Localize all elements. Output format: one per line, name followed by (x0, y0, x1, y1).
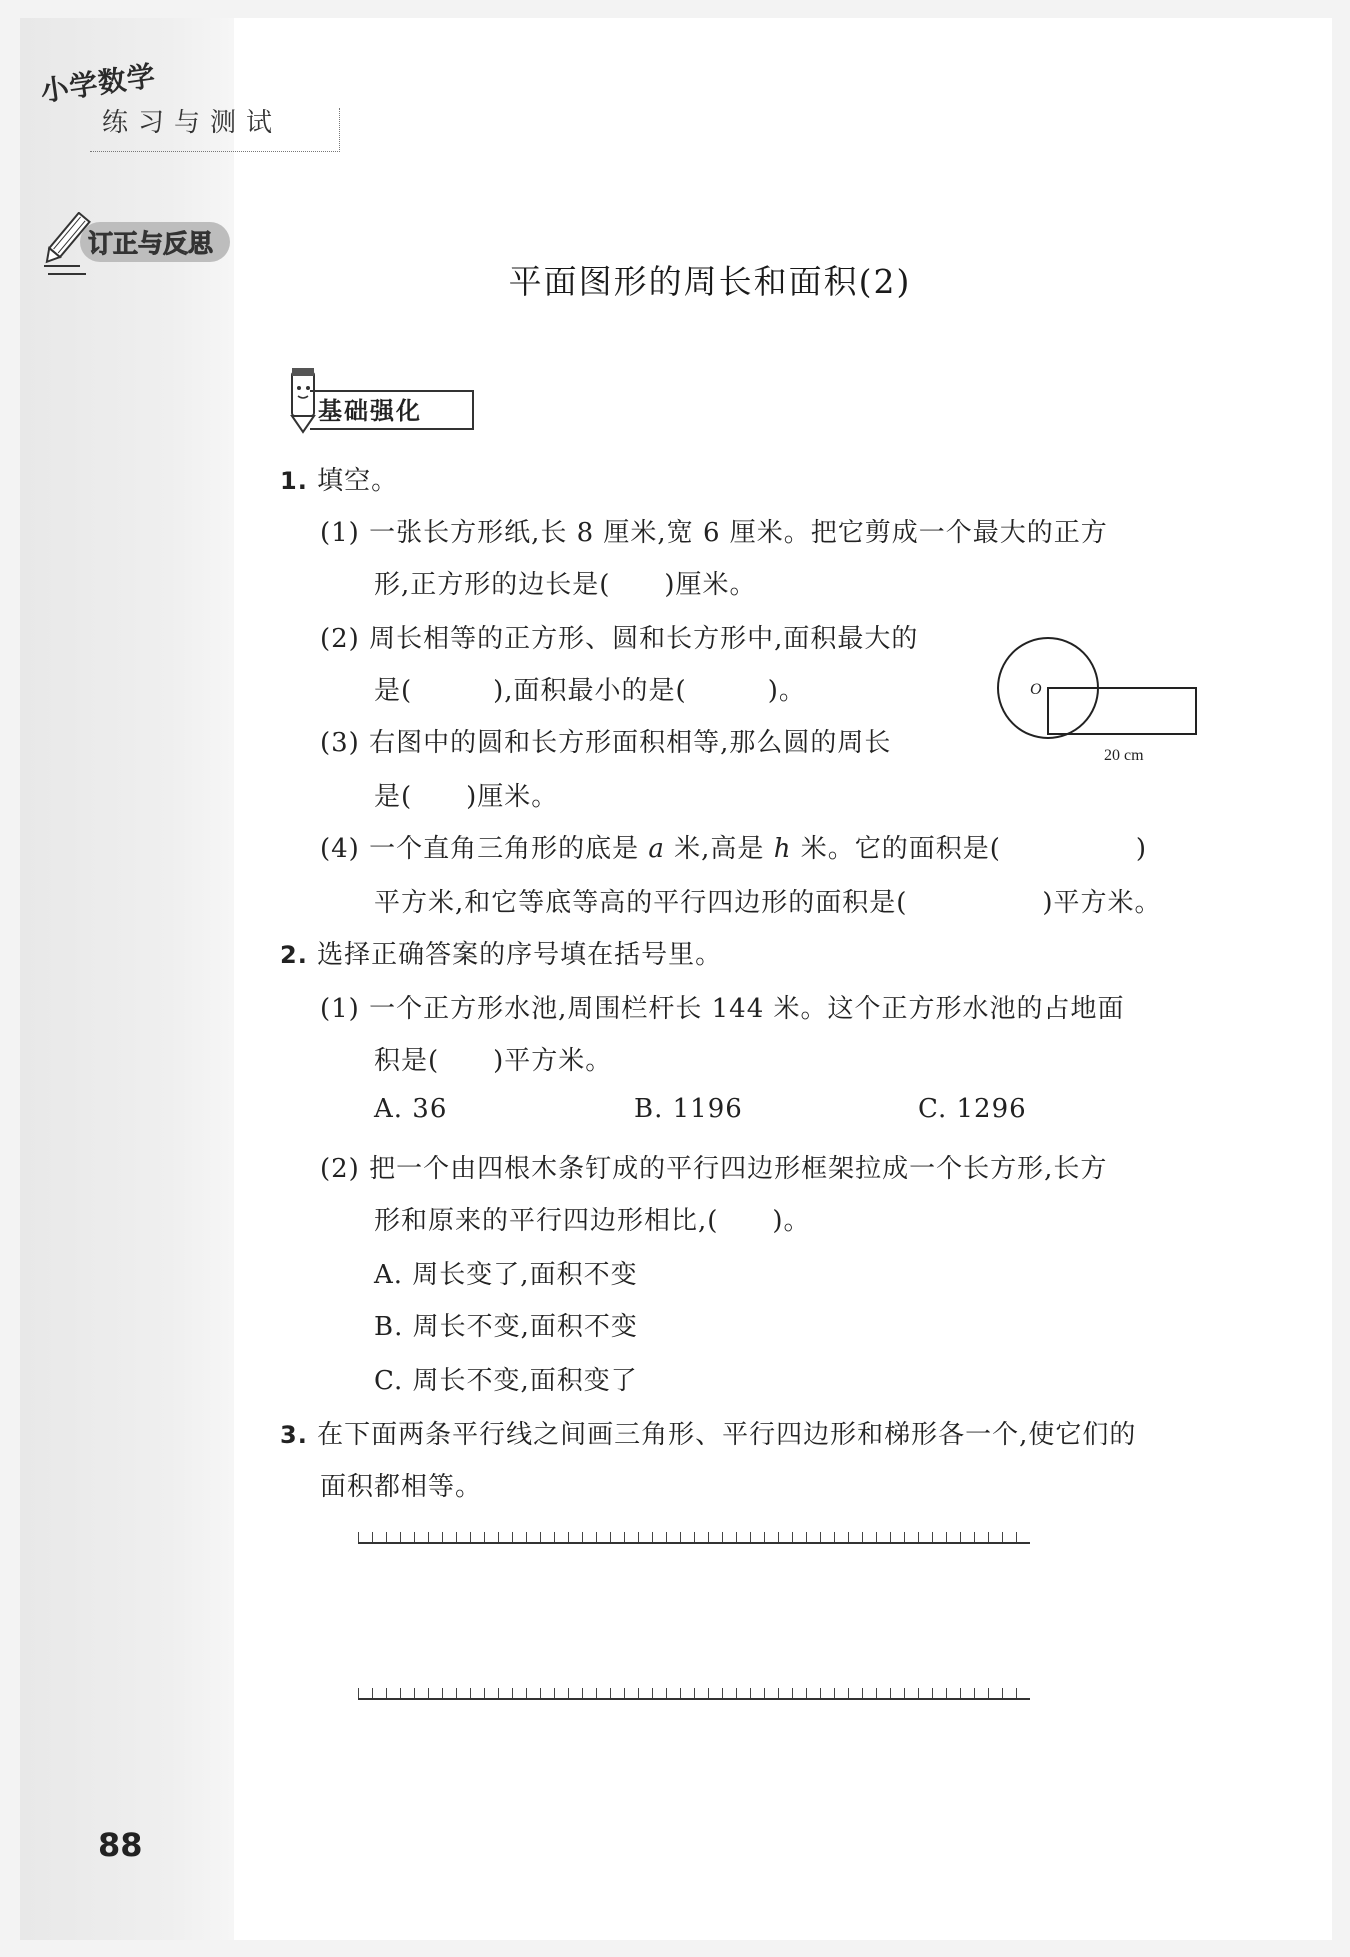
q2-part1-option-a: A. 36 (374, 1094, 448, 1124)
center-label: O (1030, 681, 1042, 698)
parallel-line-top (358, 1532, 1030, 1544)
page-title: 平面图形的周长和面积(2) (508, 262, 912, 301)
tag-label: 订正与反思 (88, 229, 214, 258)
circle-rectangle-figure (994, 630, 1214, 770)
q1-part2-line2: 是( ),面积最小的是( )。 (374, 676, 806, 706)
q2-part1-option-c: C. 1296 (918, 1094, 1027, 1124)
brand-subtitle: 练习与测试 (90, 108, 340, 152)
q2-stem (280, 934, 722, 971)
q3-line2: 面积都相等。 (320, 1472, 483, 1502)
q2-part2-line2: 形和原来的平行四边形相比,( )。 (374, 1206, 811, 1236)
q1-part3-line1: (3) 右图中的圆和长方形面积相等,那么圆的周长 (320, 728, 892, 758)
rectangle-shape (1048, 688, 1196, 734)
q2-part1-line2: 积是( )平方米。 (374, 1046, 613, 1076)
q2-text: 选择正确答案的序号填在括号里。 (317, 940, 723, 970)
page-number: 88 (98, 1826, 143, 1864)
q1-stem (280, 460, 398, 497)
variable-h: h (773, 834, 792, 864)
brand-title: 小学数学 (38, 59, 158, 108)
q1-part2-line1: (2) 周长相等的正方形、圆和长方形中,面积最大的 (320, 624, 919, 654)
q2-part1-line1: (1) 一个正方形水池,周围栏杆长 144 米。这个正方形水池的占地面 (320, 994, 1125, 1024)
variable-a: a (648, 834, 665, 864)
q1-part4-text-a: (4) 一个直角三角形的底是 (320, 834, 640, 864)
width-label: 20 cm (1104, 747, 1144, 764)
q3-text: 在下面两条平行线之间画三角形、平行四边形和梯形各一个,使它们的 (317, 1420, 1137, 1450)
q2-part2-option-a: A. 周长变了,面积不变 (374, 1260, 638, 1290)
q1-part1-line2: 形,正方形的边长是( )厘米。 (374, 570, 757, 600)
q2-part2-option-c: C. 周长不变,面积变了 (374, 1366, 638, 1396)
q3-number: 3. (280, 1421, 308, 1449)
section-title: 基础强化 (310, 390, 474, 430)
q1-part4-line1 (320, 828, 1147, 865)
parallel-line-bottom (358, 1688, 1030, 1700)
correction-margin (20, 18, 234, 1940)
q1-part4-text-c: 米。它的面积是( ) (800, 834, 1147, 864)
q1-text: 填空。 (317, 466, 399, 496)
q1-part3-line2: 是( )厘米。 (374, 782, 559, 812)
q2-number: 2. (280, 941, 308, 969)
q1-number: 1. (280, 467, 308, 495)
q2-part2-line1: (2) 把一个由四根木条钉成的平行四边形框架拉成一个长方形,长方 (320, 1154, 1108, 1184)
q3-line1 (280, 1414, 1136, 1451)
q1-part4-text-b: 米,高是 (674, 834, 765, 864)
q2-part2-option-b: B. 周长不变,面积不变 (374, 1312, 638, 1342)
q2-part1-option-b: B. 1196 (634, 1094, 743, 1124)
q1-part1-line1: (1) 一张长方形纸,长 8 厘米,宽 6 厘米。把它剪成一个最大的正方 (320, 518, 1108, 548)
q1-part4-line2: 平方米,和它等底等高的平行四边形的面积是( )平方米。 (374, 888, 1162, 918)
